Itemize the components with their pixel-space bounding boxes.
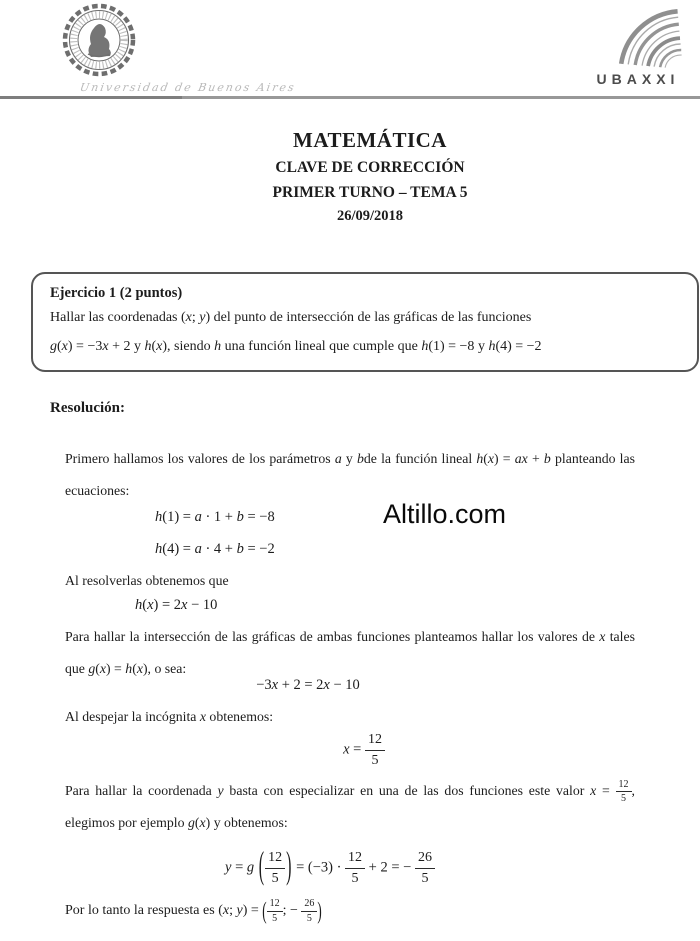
paragraph-intersection: Para hallar la intersección de las gráficas de ambas funciones planteamos hallar los valores de x tales que g(x) = h(x), o sea: bbox=[65, 629, 635, 676]
paragraph-find-y: Para hallar la coordenada y basta con especializar en una de las dos funciones este valor x = $\frac{12}{5}$ , elegimos por ejemplo g(x) y obtenemos: bbox=[65, 778, 635, 830]
resolution-body bbox=[65, 443, 635, 927]
paragraph-final-answer: Por lo tanto la respuesta es (x; y) = ( $\frac{12}{5}$ ; − $\frac{26}{5}$ ) bbox=[65, 896, 322, 924]
exercise-statement-line1: Hallar las coordenadas (x; y) del punto de intersección de las gráficas de las funciones bbox=[50, 310, 532, 325]
paragraph-parameters: Primero hallamos los valores de los parámetros a y bde la función lineal h(x) = ax + b planteando las ecuaciones: bbox=[65, 451, 636, 498]
equation-hx-result: h(x) = 2x − 10 bbox=[135, 597, 218, 613]
exam-date: 26/09/2018 bbox=[336, 208, 404, 224]
ubaxxi-arcs-icon bbox=[593, 3, 683, 65]
resolution-heading: Resolución: bbox=[50, 400, 125, 416]
equation-x-value: x = $\frac{12}{5}$ bbox=[79, 725, 649, 775]
uba-seal-icon bbox=[52, 2, 297, 94]
equation-equality: −3x + 2 = 2x − 10 bbox=[256, 677, 360, 693]
equation-y-value: y = g ( $\frac{12}{5}$ ) = (−3) · $\frac{12}{5}$ + 2 = − $\frac{26}{5}$ bbox=[45, 841, 615, 895]
exercise-statement-box bbox=[31, 272, 699, 372]
document-type-title: CLAVE DE CORRECCIÓN bbox=[275, 159, 465, 176]
university-script-text: Universidad de Buenos Aires bbox=[78, 81, 297, 94]
equation-h4: h(4) = a · 4 + b = −2 bbox=[155, 541, 275, 557]
equation-h1: h(1) = a · 1 + b = −8 bbox=[155, 509, 275, 525]
ubaxxi-logo bbox=[592, 3, 684, 87]
altillo-watermark: Altillo.com bbox=[383, 499, 507, 529]
header-divider-rule bbox=[0, 96, 700, 99]
exercise-heading: Ejercicio 1 (2 puntos) bbox=[50, 285, 183, 301]
paragraph-solve: Al resolverlas obtenemos que bbox=[65, 573, 229, 588]
subject-title: MATEMÁTICA bbox=[293, 128, 447, 152]
paragraph-isolate-x: Al despejar la incógnita x obtenemos: bbox=[65, 709, 274, 724]
title-block bbox=[40, 130, 700, 224]
ubaxxi-wordmark: UBAXXI bbox=[596, 71, 680, 87]
exercise-statement-line2: g(x) = −3x + 2 y h(x), siendo h una función lineal que cumple que h(1) = −8 y h(4) = −2 bbox=[50, 339, 542, 354]
turn-topic-title: PRIMER TURNO – TEMA 5 bbox=[272, 183, 468, 201]
page-header bbox=[0, 0, 700, 99]
